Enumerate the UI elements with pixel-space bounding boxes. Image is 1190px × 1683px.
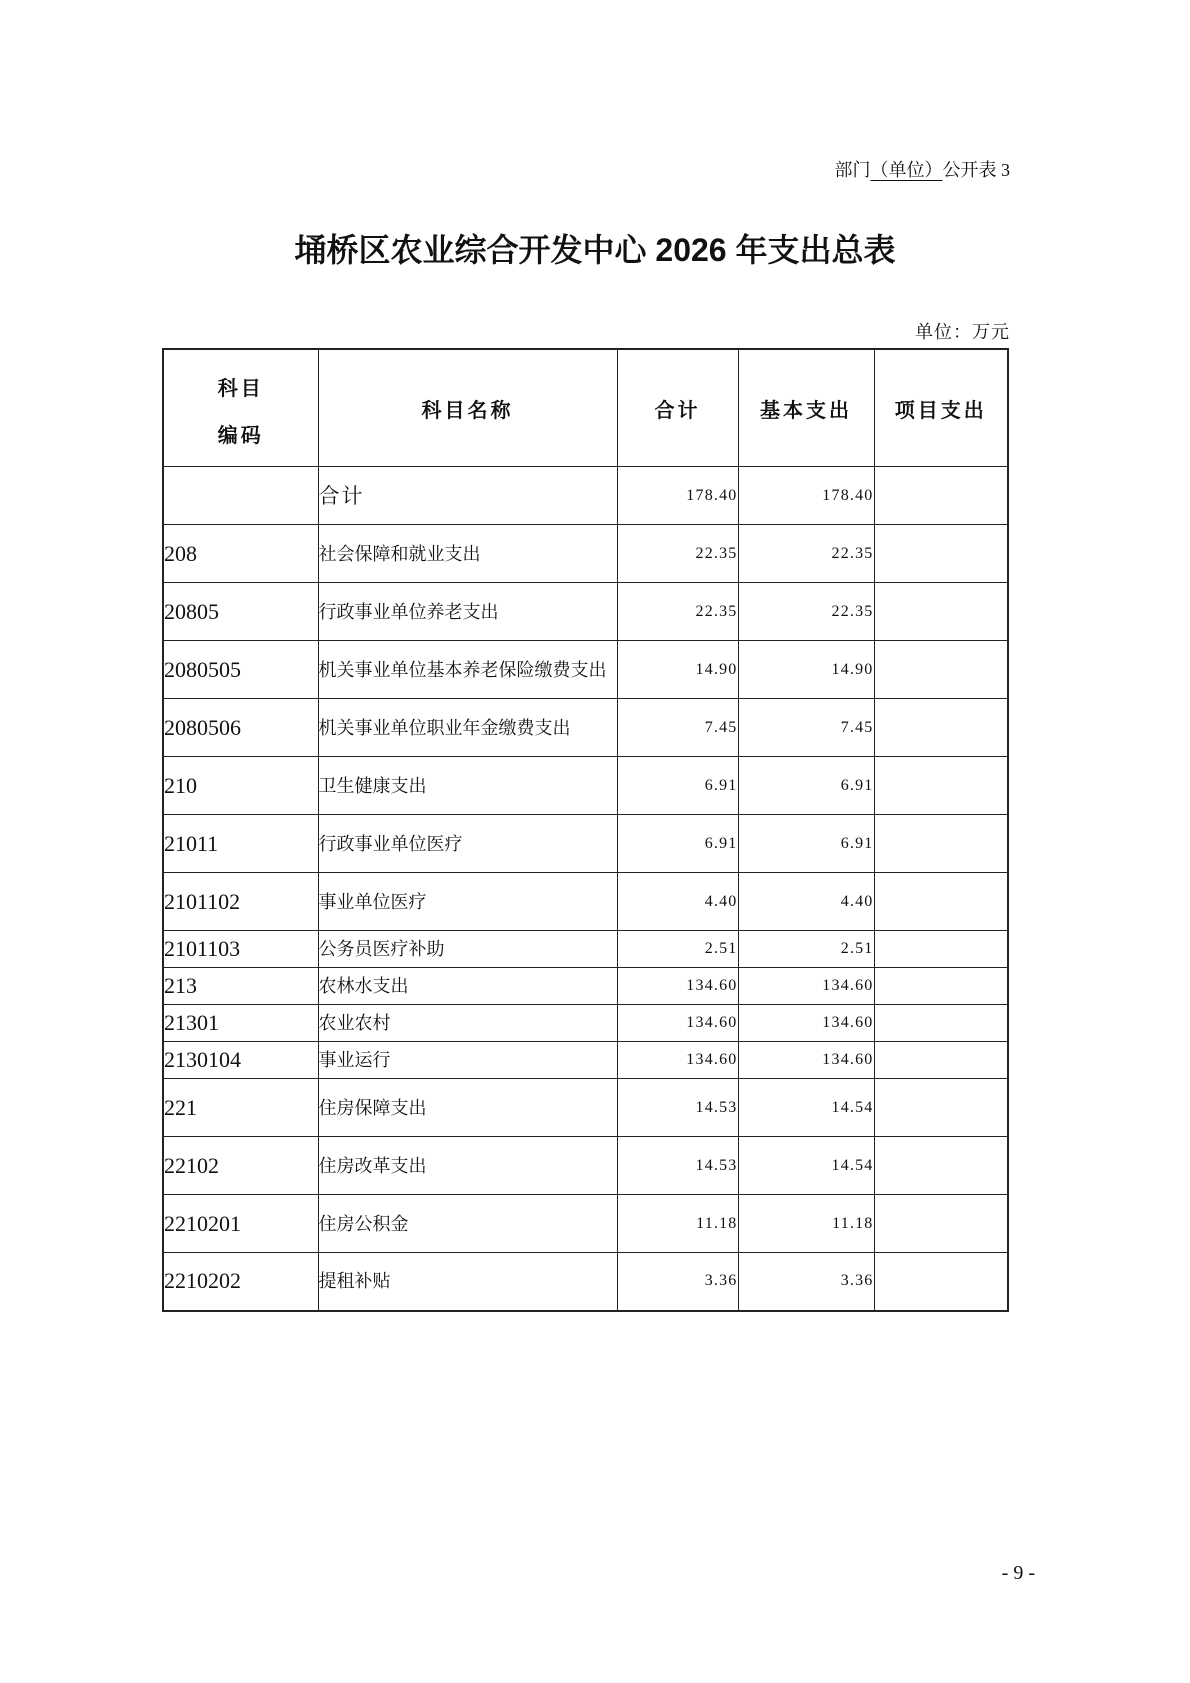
- subject-code-cell: 2101102: [163, 873, 318, 931]
- table-row: [163, 873, 1008, 931]
- subject-code-cell: 21301: [163, 1005, 318, 1042]
- basic-expense-cell: 11.18: [738, 1195, 874, 1253]
- subject-name-cell: 合计: [318, 467, 617, 525]
- subject-name-cell: 事业单位医疗: [318, 873, 617, 931]
- project-expense-cell: [874, 873, 1008, 931]
- project-expense-cell: [874, 641, 1008, 699]
- project-expense-cell: [874, 931, 1008, 968]
- project-expense-cell: [874, 583, 1008, 641]
- basic-expense-cell: 7.45: [738, 699, 874, 757]
- table-row: [163, 699, 1008, 757]
- subject-name-cell: 社会保障和就业支出: [318, 525, 617, 583]
- total-amount-cell: 22.35: [617, 525, 738, 583]
- total-amount-cell: 134.60: [617, 1042, 738, 1079]
- project-expense-cell: [874, 525, 1008, 583]
- subject-code-cell: 2210201: [163, 1195, 318, 1253]
- header-subject-name: 科目名称: [318, 349, 617, 467]
- subject-code-cell: 210: [163, 757, 318, 815]
- total-amount-cell: 22.35: [617, 583, 738, 641]
- subject-name-cell: 机关事业单位职业年金缴费支出: [318, 699, 617, 757]
- subject-code-cell: 2101103: [163, 931, 318, 968]
- table-row: [163, 1005, 1008, 1042]
- project-expense-cell: [874, 815, 1008, 873]
- page-number: - 9 -: [1001, 1562, 1035, 1584]
- subject-code-cell: [163, 467, 318, 525]
- basic-expense-cell: 22.35: [738, 525, 874, 583]
- subject-code-cell: 208: [163, 525, 318, 583]
- table-row: [163, 583, 1008, 641]
- subject-name-cell: 住房公积金: [318, 1195, 617, 1253]
- header-row: [163, 349, 1008, 467]
- subject-name-cell: 行政事业单位养老支出: [318, 583, 617, 641]
- project-expense-cell: [874, 1195, 1008, 1253]
- total-row: [163, 467, 1008, 525]
- total-amount-cell: 11.18: [617, 1195, 738, 1253]
- table-row: [163, 1195, 1008, 1253]
- subject-name-cell: 机关事业单位基本养老保险缴费支出: [318, 641, 617, 699]
- project-expense-cell: [874, 968, 1008, 1005]
- subject-name-cell: 住房改革支出: [318, 1137, 617, 1195]
- form-number-note: [835, 158, 1011, 182]
- header-project-expense: 项目支出: [874, 349, 1008, 467]
- header-basic-expense: 基本支出: [738, 349, 874, 467]
- subject-name-cell: 住房保障支出: [318, 1079, 617, 1137]
- header-total: 合计: [617, 349, 738, 467]
- total-amount-cell: 134.60: [617, 1005, 738, 1042]
- basic-expense-cell: 22.35: [738, 583, 874, 641]
- subject-code-cell: 2130104: [163, 1042, 318, 1079]
- expense-summary-table: [162, 348, 1009, 1312]
- total-amount-cell: 7.45: [617, 699, 738, 757]
- subject-name-cell: 农业农村: [318, 1005, 617, 1042]
- subject-code-cell: 20805: [163, 583, 318, 641]
- table-row: [163, 1079, 1008, 1137]
- subject-code-cell: 213: [163, 968, 318, 1005]
- table-row: [163, 1253, 1008, 1311]
- total-amount-cell: 14.53: [617, 1137, 738, 1195]
- basic-expense-cell: 4.40: [738, 873, 874, 931]
- table-row: [163, 968, 1008, 1005]
- basic-expense-cell: 134.60: [738, 1042, 874, 1079]
- subject-name-cell: 卫生健康支出: [318, 757, 617, 815]
- project-expense-cell: [874, 757, 1008, 815]
- form-number-prefix: 部门: [834, 160, 871, 180]
- project-expense-cell: [874, 1042, 1008, 1079]
- page-title: 埇桥区农业综合开发中心 2026 年支出总表: [294, 232, 896, 268]
- table-header: [163, 349, 1008, 467]
- header-subject-code-line2: 编码: [217, 425, 264, 447]
- subject-name-cell: 提租补贴: [318, 1253, 617, 1311]
- basic-expense-cell: 14.54: [738, 1137, 874, 1195]
- subject-code-cell: 221: [163, 1079, 318, 1137]
- subject-code-cell: 2080505: [163, 641, 318, 699]
- basic-expense-cell: 14.90: [738, 641, 874, 699]
- basic-expense-cell: 6.91: [738, 815, 874, 873]
- unit-label: 单位：万元: [915, 322, 1010, 342]
- total-amount-cell: 3.36: [617, 1253, 738, 1311]
- header-subject-code: [163, 349, 318, 467]
- subject-code-cell: 2210202: [163, 1253, 318, 1311]
- header-subject-code-line1: 科目: [217, 378, 264, 400]
- total-amount-cell: 6.91: [617, 815, 738, 873]
- basic-expense-cell: 134.60: [738, 968, 874, 1005]
- basic-expense-cell: 2.51: [738, 931, 874, 968]
- table-row: [163, 1042, 1008, 1079]
- project-expense-cell: [874, 699, 1008, 757]
- subject-name-cell: 农林水支出: [318, 968, 617, 1005]
- project-expense-cell: [874, 467, 1008, 525]
- subject-code-cell: 22102: [163, 1137, 318, 1195]
- total-amount-cell: 4.40: [617, 873, 738, 931]
- table-row: [163, 815, 1008, 873]
- basic-expense-cell: 178.40: [738, 467, 874, 525]
- basic-expense-cell: 134.60: [738, 1005, 874, 1042]
- project-expense-cell: [874, 1005, 1008, 1042]
- project-expense-cell: [874, 1079, 1008, 1137]
- total-amount-cell: 178.40: [617, 467, 738, 525]
- table-row: [163, 931, 1008, 968]
- total-amount-cell: 14.90: [617, 641, 738, 699]
- subject-name-cell: 公务员医疗补助: [318, 931, 617, 968]
- project-expense-cell: [874, 1253, 1008, 1311]
- total-amount-cell: 14.53: [617, 1079, 738, 1137]
- total-amount-cell: 2.51: [617, 931, 738, 968]
- basic-expense-cell: 3.36: [738, 1253, 874, 1311]
- subject-code-cell: 21011: [163, 815, 318, 873]
- subject-name-cell: 行政事业单位医疗: [318, 815, 617, 873]
- table-body: [163, 467, 1008, 1311]
- basic-expense-cell: 6.91: [738, 757, 874, 815]
- total-amount-cell: 6.91: [617, 757, 738, 815]
- table-row: [163, 1137, 1008, 1195]
- subject-name-cell: 事业运行: [318, 1042, 617, 1079]
- table-row: [163, 525, 1008, 583]
- subject-code-cell: 2080506: [163, 699, 318, 757]
- form-number-unit: （单位）: [870, 160, 943, 180]
- table-row: [163, 641, 1008, 699]
- total-amount-cell: 134.60: [617, 968, 738, 1005]
- form-number-suffix: 公开表 3: [942, 160, 1010, 180]
- project-expense-cell: [874, 1137, 1008, 1195]
- table-row: [163, 757, 1008, 815]
- basic-expense-cell: 14.54: [738, 1079, 874, 1137]
